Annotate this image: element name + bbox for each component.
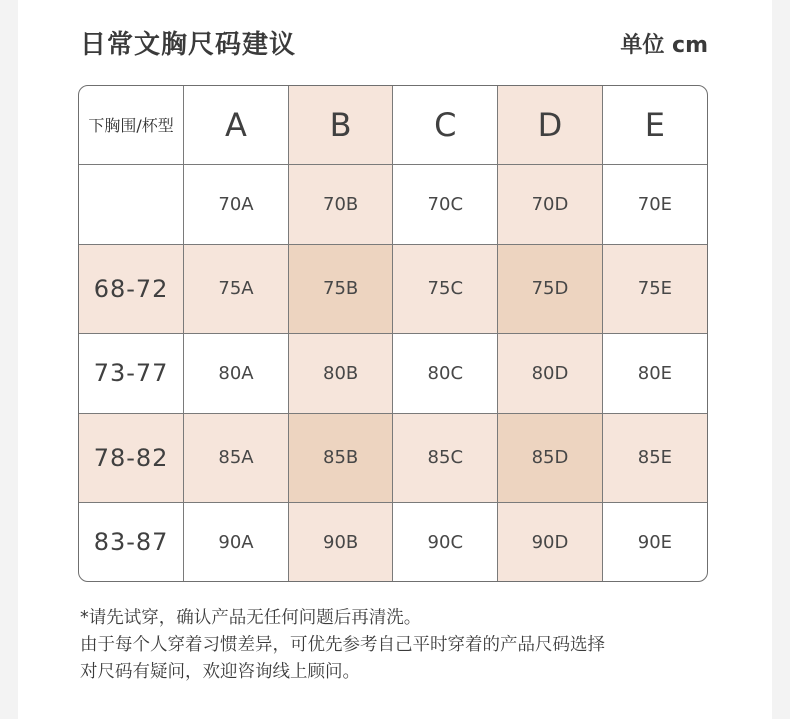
cup-header-a: A bbox=[184, 86, 289, 164]
cup-header-e: E bbox=[602, 86, 707, 164]
band-cell: 78-82 bbox=[79, 413, 184, 502]
size-cell: 80E bbox=[602, 333, 707, 413]
size-cell: 85E bbox=[602, 413, 707, 502]
notes-block bbox=[80, 605, 605, 686]
size-cell: 90D bbox=[498, 502, 603, 582]
note-line: 对尺码有疑问，欢迎咨询线上顾问。 bbox=[80, 662, 360, 682]
band-cell bbox=[79, 164, 184, 244]
size-cell: 80D bbox=[498, 333, 603, 413]
size-cell: 70D bbox=[498, 164, 603, 244]
note-line: *请先试穿，确认产品无任何问题后再清洗。 bbox=[80, 608, 422, 628]
size-cell: 90A bbox=[184, 502, 289, 582]
size-cell: 90B bbox=[288, 502, 393, 582]
table-row bbox=[79, 333, 707, 413]
band-cell: 73-77 bbox=[79, 333, 184, 413]
size-cell: 90C bbox=[393, 502, 498, 582]
page-title: 日常文胸尺码建议 bbox=[80, 30, 297, 60]
size-guide-page bbox=[18, 0, 772, 719]
size-cell: 85B bbox=[288, 413, 393, 502]
size-table bbox=[79, 86, 707, 582]
size-cell: 70B bbox=[288, 164, 393, 244]
size-cell: 75B bbox=[288, 244, 393, 333]
size-cell: 75E bbox=[602, 244, 707, 333]
table-row bbox=[79, 244, 707, 333]
cup-header-c: C bbox=[393, 86, 498, 164]
size-cell: 90E bbox=[602, 502, 707, 582]
size-cell: 70E bbox=[602, 164, 707, 244]
table-header-row bbox=[79, 86, 707, 164]
size-cell: 85D bbox=[498, 413, 603, 502]
size-cell: 85C bbox=[393, 413, 498, 502]
size-cell: 75C bbox=[393, 244, 498, 333]
size-cell: 70A bbox=[184, 164, 289, 244]
cup-header-b: B bbox=[288, 86, 393, 164]
size-cell: 75A bbox=[184, 244, 289, 333]
band-cell: 83-87 bbox=[79, 502, 184, 582]
table-row bbox=[79, 164, 707, 244]
table-row bbox=[79, 413, 707, 502]
corner-header: 下胸围/杯型 bbox=[79, 86, 184, 164]
cup-header-d: D bbox=[498, 86, 603, 164]
size-cell: 85A bbox=[184, 413, 289, 502]
unit-label: 单位 cm bbox=[620, 33, 708, 58]
table-row bbox=[79, 502, 707, 582]
size-cell: 80C bbox=[393, 333, 498, 413]
size-cell: 75D bbox=[498, 244, 603, 333]
size-table-container bbox=[78, 85, 708, 582]
note-line: 由于每个人穿着习惯差异，可优先参考自己平时穿着的产品尺码选择 bbox=[80, 635, 605, 655]
size-cell: 80A bbox=[184, 333, 289, 413]
band-cell: 68-72 bbox=[79, 244, 184, 333]
size-cell: 80B bbox=[288, 333, 393, 413]
size-cell: 70C bbox=[393, 164, 498, 244]
